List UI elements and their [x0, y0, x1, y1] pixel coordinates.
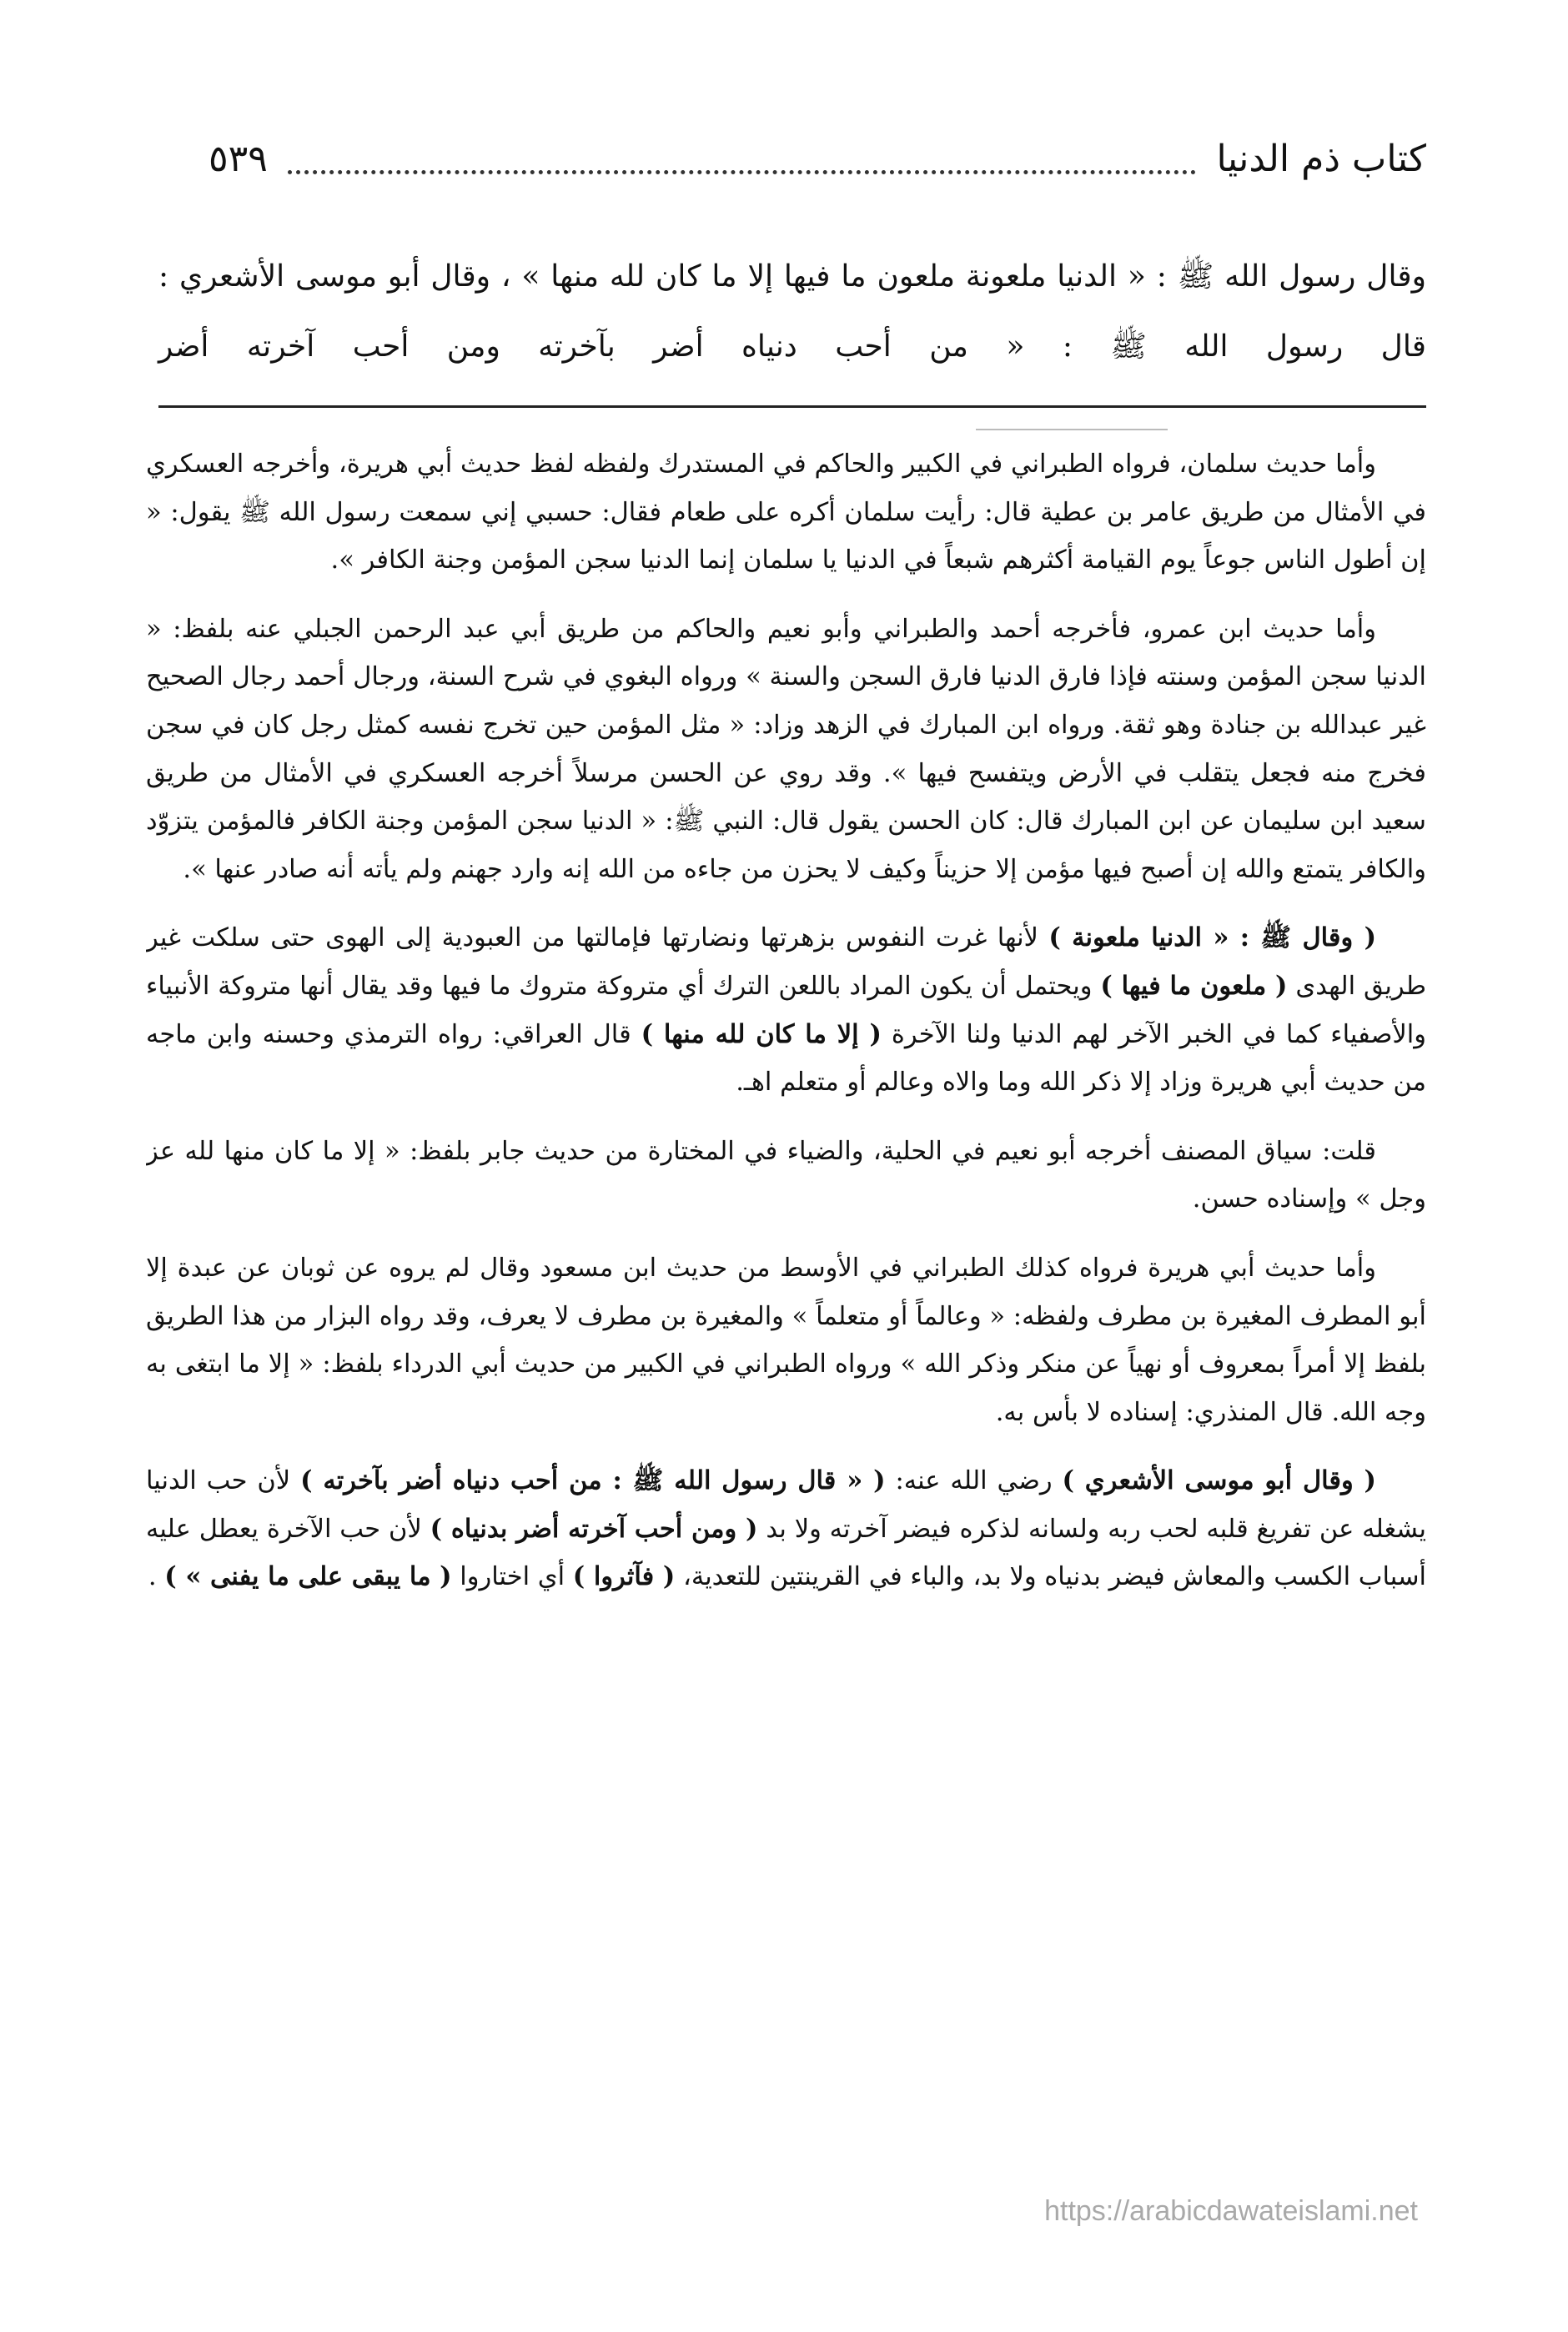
- quoted-phrase: ( ما يبقى على ما يفنى » ): [164, 1561, 452, 1592]
- header-dotted-leader: [288, 170, 1197, 174]
- quoted-phrase: ( ومن أحب آخرته أضر بدنياه ): [430, 1513, 758, 1544]
- commentary-paragraph: [146, 1457, 1426, 1601]
- commentary-text: .: [148, 1562, 165, 1592]
- commentary-text: لأنها غرت النفوس بزهرتها ونضارتها فإمالتها من العبودية إلى الهوى حتى سلكت غير طريق الهدى: [146, 923, 1426, 1001]
- quoted-phrase: ( « قال رسول الله ﷺ : من أحب دنياه أضر بآخرته ): [300, 1465, 886, 1496]
- book-title: كتاب ذم الدنيا: [1216, 137, 1426, 180]
- separator-short-line: [976, 429, 1168, 430]
- quoted-phrase: ( ملعون ما فيها ): [1100, 970, 1288, 1001]
- page-header: [209, 125, 1426, 192]
- commentary-text: قال العراقي: رواه الترمذي وحسنه وابن ماجه من حديث أبي هريرة وزاد إلا ذكر الله وما والاه وعالم أو متعلم اهـ.: [146, 1019, 1426, 1098]
- commentary-paragraph: [146, 914, 1426, 1106]
- commentary-paragraph: وأما حديث ابن عمرو، فأخرجه أحمد والطبراني وأبو نعيم والحاكم من طريق أبي عبد الرحمن الجبلي عنه بلفظ: « الدنيا سجن المؤمن وسنته فإذا فارق الدنيا فارق السجن والسنة » ورواه البغوي في شرح السنة، ورجال أحمد رجال الصحيح غير عبدالله بن جنادة وهو ثقة. ورواه ابن المبارك في الزهد وزاد: « مثل المؤمن حين تخرج نفسه كمثل رجل كان في سجن فخرج منه فجعل يتقلب في الأرض ويتفسح فيها ». وقد روي عن الحسن مرسلاً أخرجه العسكري في الأمثال من طريق سعيد ابن سليمان عن ابن المبارك قال: كان الحسن يقول قال: النبي ﷺ: « الدنيا سجن المؤمن وجنة الكافر فالمؤمن يتزوّد والكافر يتمتع والله إن أصبح فيها مؤمن إلا حزيناً وكيف لا يحزن من جاءه من الله إنه وارد جهنم ولم يأته أنه صادر عنها ».: [146, 614, 1426, 884]
- quoted-phrase: ( وقال أبو موسى الأشعري ): [1062, 1465, 1376, 1496]
- commentary: [146, 440, 1426, 2142]
- commentary-text: لأن حب الآخرة يعطل عليه أسباب الكسب والمعاش فيضر بدنياه ولا بد، والباء في القرينتين للتعدية،: [146, 1514, 1426, 1592]
- separator-line: [158, 405, 1426, 408]
- commentary-text: رضي الله عنه:: [885, 1466, 1063, 1496]
- main-text: وقال رسول الله ﷺ : « الدنيا ملعونة ملعون ما فيها إلا ما كان لله منها » ، وقال أبو موسى الأشعري : قال رسول الله ﷺ : « من أحب دنياه أضر بآخرته ومن أحب آخرته أضر: [158, 259, 1427, 364]
- commentary-text: أي اختاروا: [451, 1562, 573, 1592]
- page-number: ٥٣٩: [209, 137, 268, 180]
- commentary-paragraph: وأما حديث سلمان، فرواه الطبراني في الكبير والحاكم في المستدرك ولفظه لفظ حديث أبي هريرة، وأخرجه العسكري في الأمثال من طريق عامر بن عطية قال: رأيت سلمان أكره على طعام فقال: حسبي إني سمعت رسول الله ﷺ يقول: « إن أطول الناس جوعاً يوم القيامة أكثرهم شبعاً في الدنيا يا سلمان إنما الدنيا سجن المؤمن وجنة الكافر ».: [146, 450, 1426, 575]
- quoted-phrase: ( وقال ﷺ : « الدنيا ملعونة ): [1048, 922, 1377, 953]
- commentary-text: ويحتمل أن يكون المراد باللعن الترك أي متروكة متروك ما فيها وقد يقال أنها متروكة الأنبياء والأصفياء كما في الخبر الآخر لهم الدنيا ولنا الآخرة: [146, 971, 1426, 1049]
- commentary-text: لأن حب الدنيا يشغله عن تفريغ قلبه لحب ربه ولسانه لذكره فيضر آخرته ولا بد: [146, 1466, 1426, 1544]
- quoted-phrase: ( إلا ما كان لله منها ): [641, 1018, 882, 1049]
- commentary-paragraph: قلت: سياق المصنف أخرجه أبو نعيم في الحلية، والضياء في المختارة من حديث جابر بلفظ: « إلا ما كان منها لله عز وجل » وإسناده حسن.: [146, 1136, 1426, 1214]
- commentary-paragraph: وأما حديث أبي هريرة فرواه كذلك الطبراني في الأوسط من حديث ابن مسعود وقال لم يروه عن ثوبان عن عبدة إلا أبو المطرف المغيرة بن مطرف ولفظه: « وعالماً أو متعلماً » والمغيرة بن مطرف لا يعرف، وقد رواه البزار من هذا الطريق بلفظ إلا أمراً بمعروف أو نهياً عن منكر وذكر الله » ورواه الطبراني في الكبير من حديث أبي الدرداء بلفظ: « إلا ما ابتغى به وجه الله. قال المنذري: إسناده لا بأس به.: [146, 1253, 1426, 1427]
- watermark: https://arabicdawateislami.net: [1044, 2195, 1418, 2227]
- quoted-phrase: ( فآثروا ): [572, 1561, 676, 1592]
